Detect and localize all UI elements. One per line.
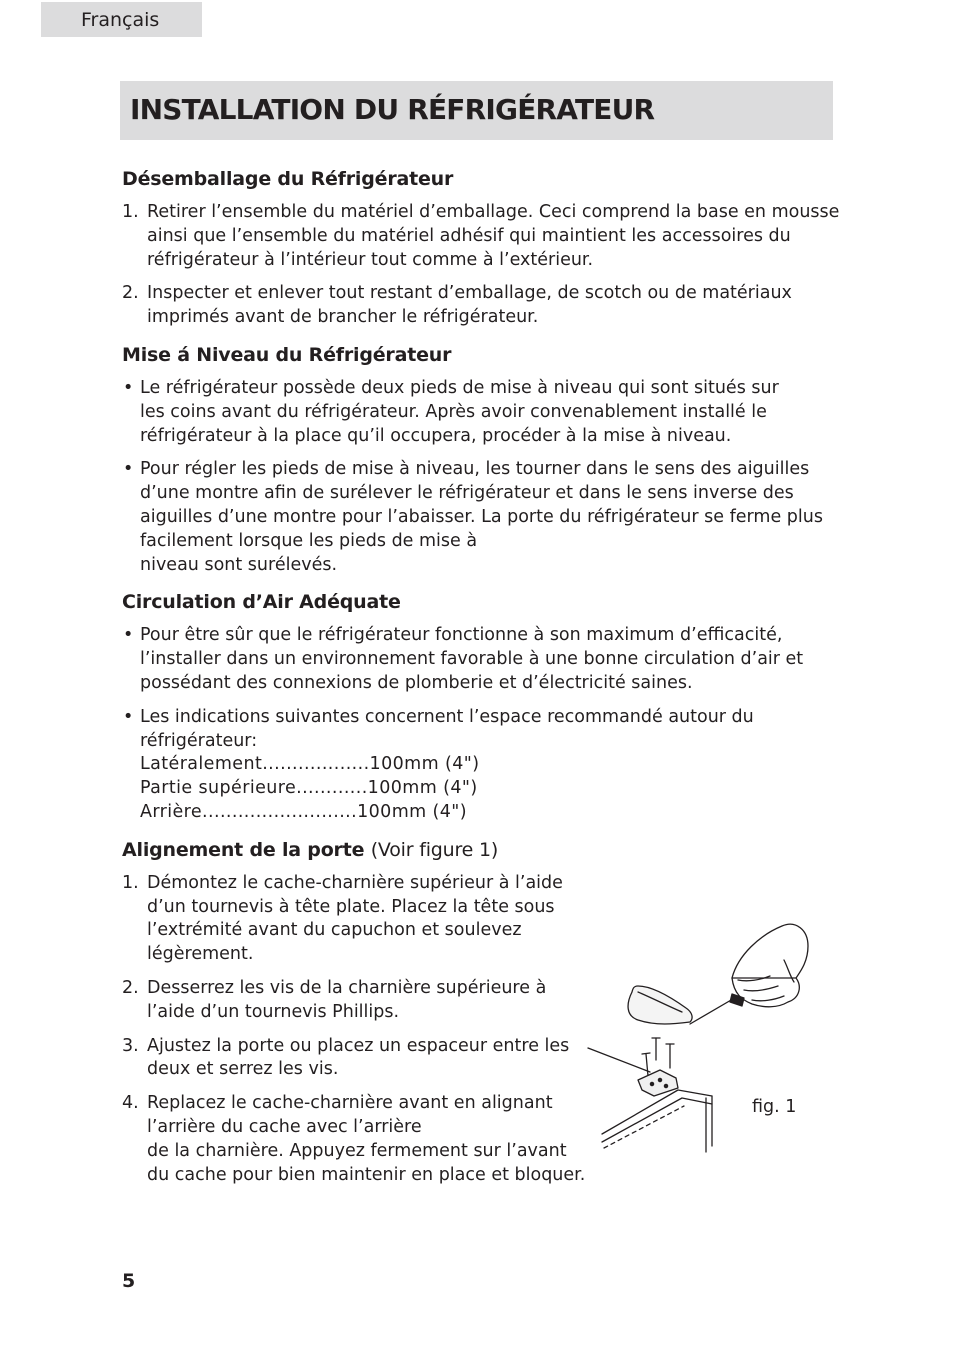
text-line: d’un tournevis à tête plate. Placez la tête sous	[147, 896, 555, 917]
text-line: réfrigérateur à l’intérieur tout comme à l’extérieur.	[147, 249, 594, 270]
list-item	[122, 1092, 592, 1187]
list-marker: 1.	[122, 872, 139, 893]
text-line: l’installer dans un environnement favorable à une bonne circulation d’air et	[140, 649, 804, 670]
language-tab: Français	[41, 2, 202, 37]
page-number: 5	[122, 1270, 136, 1292]
text-line: facilement lorsque les pieds de mise à	[140, 530, 478, 551]
list-item	[122, 282, 842, 330]
section-air-circulation	[122, 589, 842, 824]
list-marker: •	[123, 625, 134, 646]
text-line: Les indications suivantes concernent l’espace recommandé autour du	[140, 706, 754, 727]
list-item	[122, 458, 842, 577]
list-marker: •	[123, 706, 134, 727]
list-item	[122, 624, 842, 695]
text-line: Inspecter et enlever tout restant d’emballage, de scotch ou de matériaux	[147, 283, 792, 304]
figure-reference: (Voir figure 1)	[370, 838, 499, 861]
list-item	[122, 706, 842, 825]
hinge-illustration	[582, 920, 822, 1155]
list-item	[122, 201, 842, 272]
text-line: Retirer l’ensemble du matériel d’emballage. Ceci comprend la base en mousse	[147, 202, 840, 222]
text-line: du cache pour bien maintenir en place et bloquer.	[147, 1164, 586, 1185]
clearance-back: Arrière..........................100mm (4")	[140, 801, 467, 822]
text-line: imprimés avant de brancher le réfrigérateur.	[147, 307, 539, 328]
section-heading: Désemballage du Réfrigérateur	[122, 168, 454, 190]
bullet-list	[122, 624, 842, 824]
text-line: Démontez le cache-charnière supérieur à l’aide	[147, 872, 563, 893]
text-line: d’une montre afin de surélever le réfrigérateur et dans le sens inverse des	[140, 483, 794, 504]
list-item	[122, 1035, 592, 1083]
figure-label: fig. 1	[752, 1097, 797, 1117]
text-line: aiguilles d’une montre pour l’abaisser. La porte du réfrigérateur se ferme plus	[140, 506, 823, 527]
section-leveling	[122, 342, 842, 577]
text-line: réfrigérateur:	[140, 730, 258, 751]
text-line: Replacez le cache-charnière avant en alignant	[147, 1093, 553, 1114]
clearance-side: Latéralement..................100mm (4")	[140, 754, 480, 775]
list-marker: 1.	[122, 202, 139, 222]
text-line: légèrement.	[147, 944, 254, 965]
section-heading: Mise á Niveau du Réfrigérateur	[122, 343, 452, 366]
list-item	[122, 872, 592, 967]
text-line: Pour être sûr que le réfrigérateur fonctionne à son maximum d’efficacité,	[140, 625, 783, 646]
list-marker: 3.	[122, 1035, 139, 1056]
step-list	[122, 872, 592, 1188]
list-marker: 4.	[122, 1093, 139, 1114]
bullet-list	[122, 377, 842, 577]
list-marker: •	[123, 459, 134, 480]
heading-main: Alignement de la porte	[122, 838, 365, 861]
text-line: niveau sont surélevés.	[140, 554, 338, 575]
title-bar	[120, 81, 833, 140]
text-line: l’aide d’un tournevis Phillips.	[147, 1001, 400, 1022]
list-marker: 2.	[122, 977, 139, 998]
text-line: Pour régler les pieds de mise à niveau, les tourner dans le sens des aiguilles	[140, 459, 810, 480]
text-line: Le réfrigérateur possède deux pieds de mise à niveau qui sont situés sur	[140, 377, 779, 398]
text-line: l’extrémité avant du capuchon et soulevez	[147, 920, 522, 941]
section-heading	[122, 837, 592, 863]
text-line: Ajustez la porte ou placez un espaceur entre les	[147, 1035, 570, 1056]
step-list	[122, 201, 842, 330]
text-line: l’arrière du cache avec l’arrière	[147, 1116, 422, 1137]
section-door-alignment	[122, 837, 592, 1188]
list-item	[122, 977, 592, 1025]
list-marker: 2.	[122, 283, 139, 304]
text-line: Desserrez les vis de la charnière supérieure à	[147, 977, 547, 998]
text-line: deux et serrez les vis.	[147, 1059, 339, 1080]
text-line: possédant des connexions de plomberie et d’électricité saines.	[140, 672, 693, 693]
page-title: INSTALLATION DU RÉFRIGÉRATEUR	[130, 93, 655, 126]
text-line: réfrigérateur à la place qu’il occupera, procéder à la mise à niveau.	[140, 425, 732, 446]
text-line: les coins avant du réfrigérateur. Après avoir convenablement installé le	[140, 401, 767, 422]
text-line: de la charnière. Appuyez fermement sur l’avant	[147, 1140, 567, 1161]
section-unpacking	[122, 166, 842, 330]
text-line: ainsi que l’ensemble du matériel adhésif qui maintient les accessoires du	[147, 225, 791, 246]
list-marker: •	[123, 377, 134, 398]
section-heading: Circulation d’Air Adéquate	[122, 591, 401, 614]
list-item	[122, 377, 842, 448]
clearance-top: Partie supérieure............100mm (4")	[140, 778, 478, 799]
